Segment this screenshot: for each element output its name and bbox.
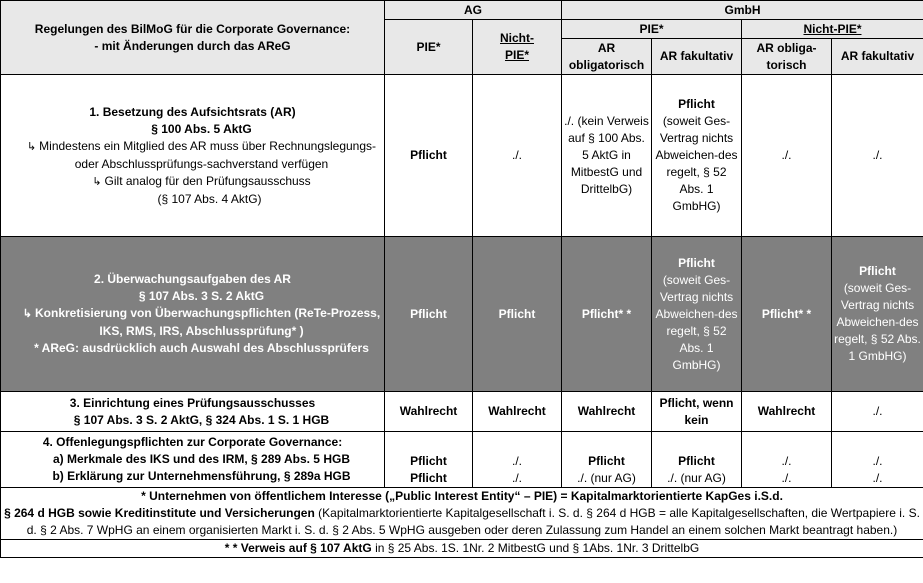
row2-ag-npie: Pflicht	[473, 237, 562, 392]
header-ag-nicht-pie-line1: Nicht-	[500, 31, 534, 45]
row1-point1-text: Mindestens ein Mitglied des AR muss über Rechnungslegungs- oder Abschlussprüfungs-sachverstand verfügen	[39, 138, 377, 171]
header-title	[1, 1, 385, 75]
row1-law: § 100 Abs. 5 AktG	[151, 121, 252, 136]
row4-title: 4. Offenlegungspflichten zur Corporate Governance:	[42, 435, 343, 449]
row1-point2	[3, 173, 382, 191]
header-gmbh-pie-ar-oblig: AR obligatorisch	[562, 39, 652, 75]
row4-b-gmbh-pie-fak: ./. (nur AG)	[667, 471, 726, 485]
row-besetzung	[1, 75, 923, 237]
row2-gmbh-pie-fak-text: (soweit Ges-Vertrag nichts Abweichen-des regelt, § 52 Abs. 1 GmbHG)	[655, 272, 738, 372]
row3-gmbh-npie-oblig: Wahlrecht	[742, 392, 832, 432]
row3-law: § 107 Abs. 3 S. 2 AktG, § 324 Abs. 1 S. 1 HGB	[73, 412, 330, 427]
header-ag-nicht-pie	[473, 20, 562, 75]
footnote-row	[1, 488, 923, 540]
row2-ag-pie: Pflicht	[385, 237, 473, 392]
row-pruefungsausschuss	[1, 392, 923, 432]
footnote-row-2	[1, 540, 923, 558]
header-title-line2: - mit Änderungen durch das AReG	[94, 38, 291, 53]
header-gmbh-pie-ar-fak: AR fakultativ	[652, 39, 742, 75]
row4-b-ag-npie: ./.	[511, 471, 522, 485]
row4-a-gmbh-pie-fak: Pflicht	[678, 454, 715, 468]
row4-b-gmbh-npie-fak: ./.	[872, 471, 883, 485]
row4-b-ag-pie: Pflicht	[410, 471, 447, 485]
row1-title: 1. Besetzung des Aufsichtsrats (AR)	[89, 104, 296, 119]
row3-ag-pie: Wahlrecht	[385, 392, 473, 432]
row2-gmbh-npie-fak-text: (soweit Ges-Vertrag nichts Abweichen-des regelt, § 52 Abs. 1 GmbHG)	[834, 281, 921, 363]
row2-title: 2. Überwachungsaufgaben des AR	[94, 272, 291, 286]
row1-gmbh-pie-fak-head: Pflicht	[678, 97, 715, 111]
row4-ag-npie	[473, 432, 562, 488]
row4-a-gmbh-npie-oblig: ./.	[781, 454, 792, 468]
header-ag-pie: PIE*	[385, 20, 473, 75]
row1-point2b: (§ 107 Abs. 4 AktG)	[157, 191, 262, 206]
row3-gmbh-npie-fak: ./.	[832, 392, 923, 432]
footnote-2-bold: § 264 d HGB sowie Kreditinstitute und Versicherungen	[4, 506, 315, 520]
row2-gmbh-npie-fak-head: Pflicht	[859, 264, 896, 278]
arrow-icon: ↳	[92, 175, 102, 188]
footnote-3-text: in § 25 Abs. 1S. 1Nr. 2 MitbestG und § 1Abs. 1Nr. 3 DrittelbG	[371, 541, 700, 555]
row3-ag-npie: Wahlrecht	[473, 392, 562, 432]
row1-gmbh-pie-fak	[652, 75, 742, 237]
row2-gmbh-pie-fak	[652, 237, 742, 392]
row4-a-ag-pie: Pflicht	[410, 454, 447, 468]
row1-description	[1, 75, 385, 237]
row2-point1	[3, 305, 382, 340]
footnotes	[1, 488, 923, 540]
row1-gmbh-npie-oblig: ./.	[742, 75, 832, 237]
row2-point2: * AReG: ausdrücklich auch Auswahl des Abschlussprüfers	[34, 341, 369, 355]
row4-gmbh-pie-oblig	[562, 432, 652, 488]
footnote-2	[3, 505, 921, 539]
row2-law: § 107 Abs. 3 S. 2 AktG	[138, 289, 265, 303]
row4-description	[1, 432, 385, 488]
header-gmbh-npie-ar-fak: AR fakultativ	[832, 39, 923, 75]
arrow-icon: ↳	[26, 140, 37, 153]
footnote-3-bold: * * Verweis auf § 107 AktG	[224, 541, 372, 555]
header-gmbh-pie: PIE*	[562, 20, 742, 39]
footnote-2-text: (Kapitalmarktorientierte Kapitalgesellschaft i. S. d. § 264 d HGB = alle Kapitalgesellschaften, die Wertpapiere i. S. d. § 2 Abs. 7 WpHG an einem organisierten Markt i. S. d. § 2 Abs. 5 WpHG ausgeben oder deren Zulassung zum Handel an einem solchen Markt beantragt haben.)	[26, 506, 920, 537]
header-gmbh: GmbH	[562, 1, 923, 20]
row4-gmbh-npie-fak	[832, 432, 923, 488]
row-ueberwachung	[1, 237, 923, 392]
arrow-icon: ↳	[22, 308, 33, 320]
row4-b-gmbh-npie-oblig: ./.	[781, 471, 792, 485]
header-ag: AG	[385, 1, 562, 20]
row4-b-gmbh-pie-oblig: ./. (nur AG)	[577, 471, 636, 485]
row4-a-ag-npie: ./.	[511, 454, 522, 468]
row3-gmbh-pie-oblig: Wahlrecht	[562, 392, 652, 432]
row2-gmbh-npie-oblig: Pflicht* *	[742, 237, 832, 392]
row4-a: a) Merkmale des IKS und des IRM, § 289 Abs. 5 HGB	[53, 452, 350, 466]
row1-ag-pie: Pflicht	[385, 75, 473, 237]
row4-b: b) Erklärung zur Unternehmensführung, § 289a HGB	[52, 469, 351, 483]
row1-ag-npie: ./.	[473, 75, 562, 237]
row-offenlegung	[1, 432, 923, 488]
row1-gmbh-pie-fak-text: (soweit Ges-Vertrag nichts Abweichen-des regelt, § 52 Abs. 1 GmbHG)	[655, 114, 738, 213]
footnote-3-cell	[1, 540, 923, 558]
row4-gmbh-npie-oblig	[742, 432, 832, 488]
row2-point1-text: Konkretisierung von Überwachungspflichten (ReTe-Prozess, IKS, RMS, IRS, Abschlussprüfung* )	[35, 306, 381, 338]
row1-point2-text: Gilt analog für den Prüfungsausschuss	[104, 173, 311, 188]
row2-gmbh-npie-fak	[832, 237, 923, 392]
row3-gmbh-pie-fak: Pflicht, wenn kein	[652, 392, 742, 432]
footnote-1: * Unternehmen von öffentlichem Interesse („Public Interest Entity“ – PIE) = Kapitalmarktorientierte KapGes i.S.d.	[141, 489, 783, 503]
header-gmbh-nicht-pie: Nicht-PIE*	[742, 20, 923, 39]
row3-title: 3. Einrichtung eines Prüfungsausschusses	[69, 395, 316, 410]
row4-a-gmbh-npie-fak: ./.	[872, 454, 883, 468]
row1-gmbh-npie-fak: ./.	[832, 75, 923, 237]
row4-gmbh-pie-fak	[652, 432, 742, 488]
row1-gmbh-pie-oblig: ./. (kein Verweis auf § 100 Abs. 5 AktG in MitbestG und DrittelbG)	[562, 75, 652, 237]
row1-point1	[3, 138, 382, 173]
header-ag-nicht-pie-line2: PIE*	[504, 48, 529, 62]
row2-gmbh-pie-fak-head: Pflicht	[678, 255, 715, 270]
row2-gmbh-pie-oblig: Pflicht* *	[562, 237, 652, 392]
row4-ag-pie	[385, 432, 473, 488]
header-gmbh-npie-ar-oblig: AR obliga-torisch	[742, 39, 832, 75]
row2-description	[1, 237, 385, 392]
row3-description	[1, 392, 385, 432]
header-title-line1: Regelungen des BilMoG für die Corporate Governance:	[34, 21, 351, 36]
row4-a-gmbh-pie-oblig: Pflicht	[588, 454, 625, 468]
